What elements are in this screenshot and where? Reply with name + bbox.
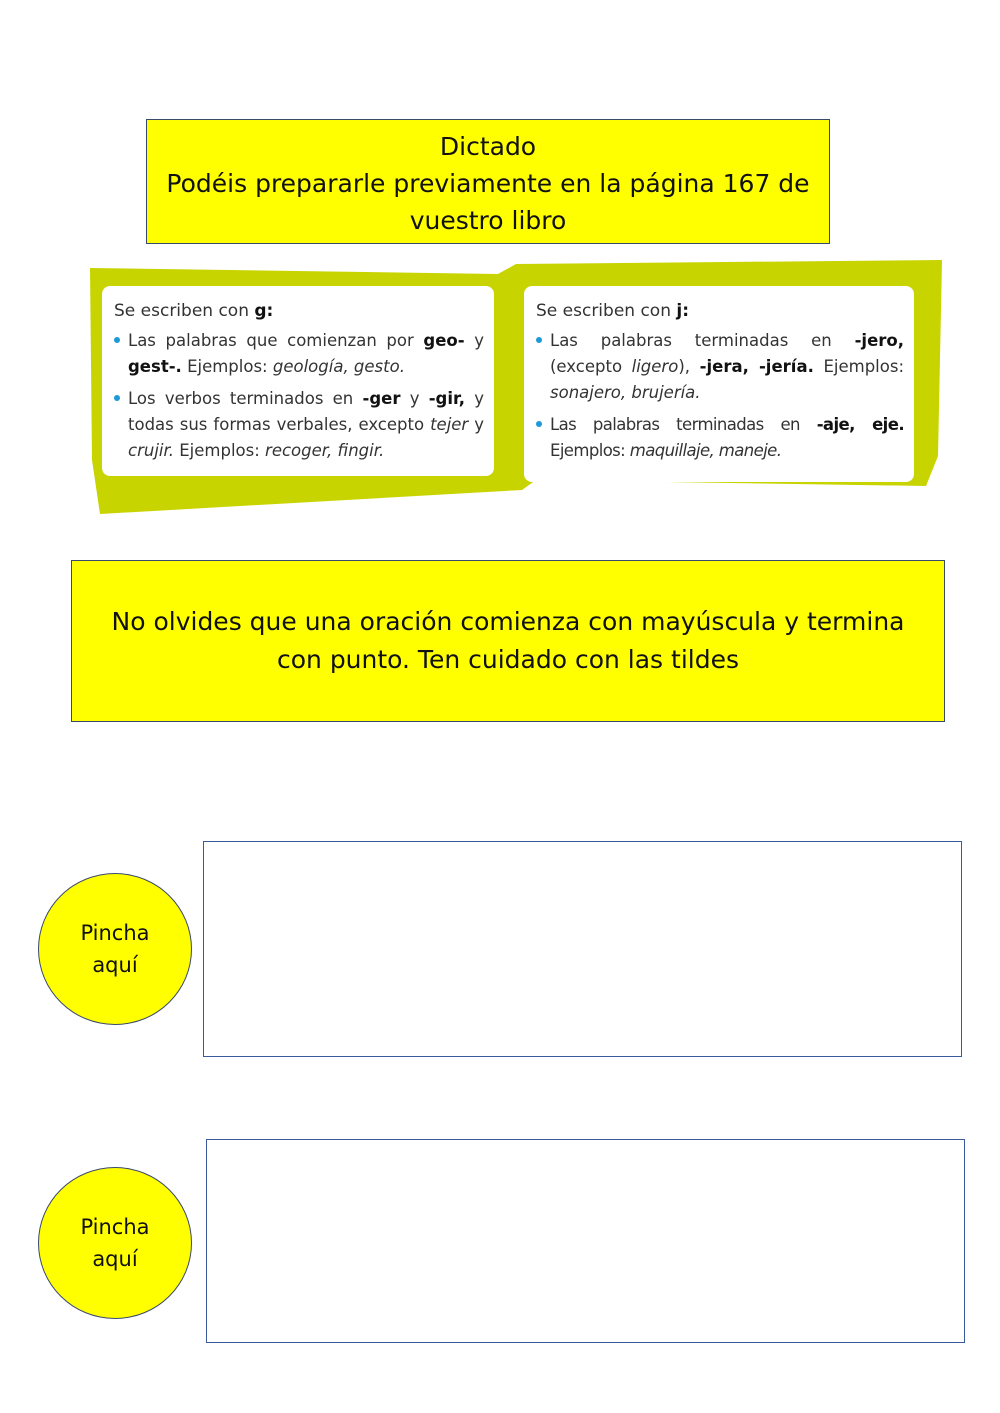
rule-heading-j: Se escriben con j:	[536, 301, 690, 321]
rule-item-geo-gest: Las palabras que comienzan por geo- y gest-. Ejemplos: geología, gesto.	[114, 328, 484, 380]
title-box	[146, 119, 830, 244]
rule-heading-g: Se escriben con g:	[114, 301, 274, 321]
title-line-3: vuestro libro	[409, 206, 567, 235]
rule-card-j	[524, 286, 914, 482]
play-audio-button-2-label: Pincha aquí	[80, 1215, 150, 1271]
reminder-box	[71, 560, 945, 722]
rule-item-jero-jera: Las palabras terminadas en -jero, (excepto ligero), -jera, -jería. Ejemplos: sonajero, brujería.	[536, 328, 904, 406]
bullet-icon	[536, 421, 542, 427]
bullet-icon	[114, 395, 120, 401]
rule-card-g	[102, 286, 494, 476]
bullet-icon	[114, 337, 120, 343]
answer-input-1[interactable]	[203, 841, 962, 1057]
spelling-rules-panel	[86, 260, 946, 520]
answer-input-2[interactable]	[206, 1139, 965, 1343]
play-audio-button-1-label: Pincha aquí	[80, 921, 150, 977]
title-line-1: Dictado	[439, 132, 537, 161]
play-audio-button-2[interactable]	[38, 1167, 192, 1319]
play-audio-button-1[interactable]	[38, 873, 192, 1025]
bullet-icon	[536, 337, 542, 343]
reminder-text: No olvides que una oración comienza con mayúscula y termina con punto. Ten cuidado con las tildes	[111, 607, 905, 674]
rule-item-ger-gir: Los verbos terminados en -ger y -gir, y todas sus formas verbales, excepto tejer y crujir. Ejemplos: recoger, fingir.	[114, 386, 484, 464]
title-line-2: Podéis prepararle previamente en la página 167 de	[166, 169, 810, 198]
rule-item-aje-eje: Las palabras terminadas en -aje, eje. Ejemplos: maquillaje, maneje.	[536, 412, 904, 464]
